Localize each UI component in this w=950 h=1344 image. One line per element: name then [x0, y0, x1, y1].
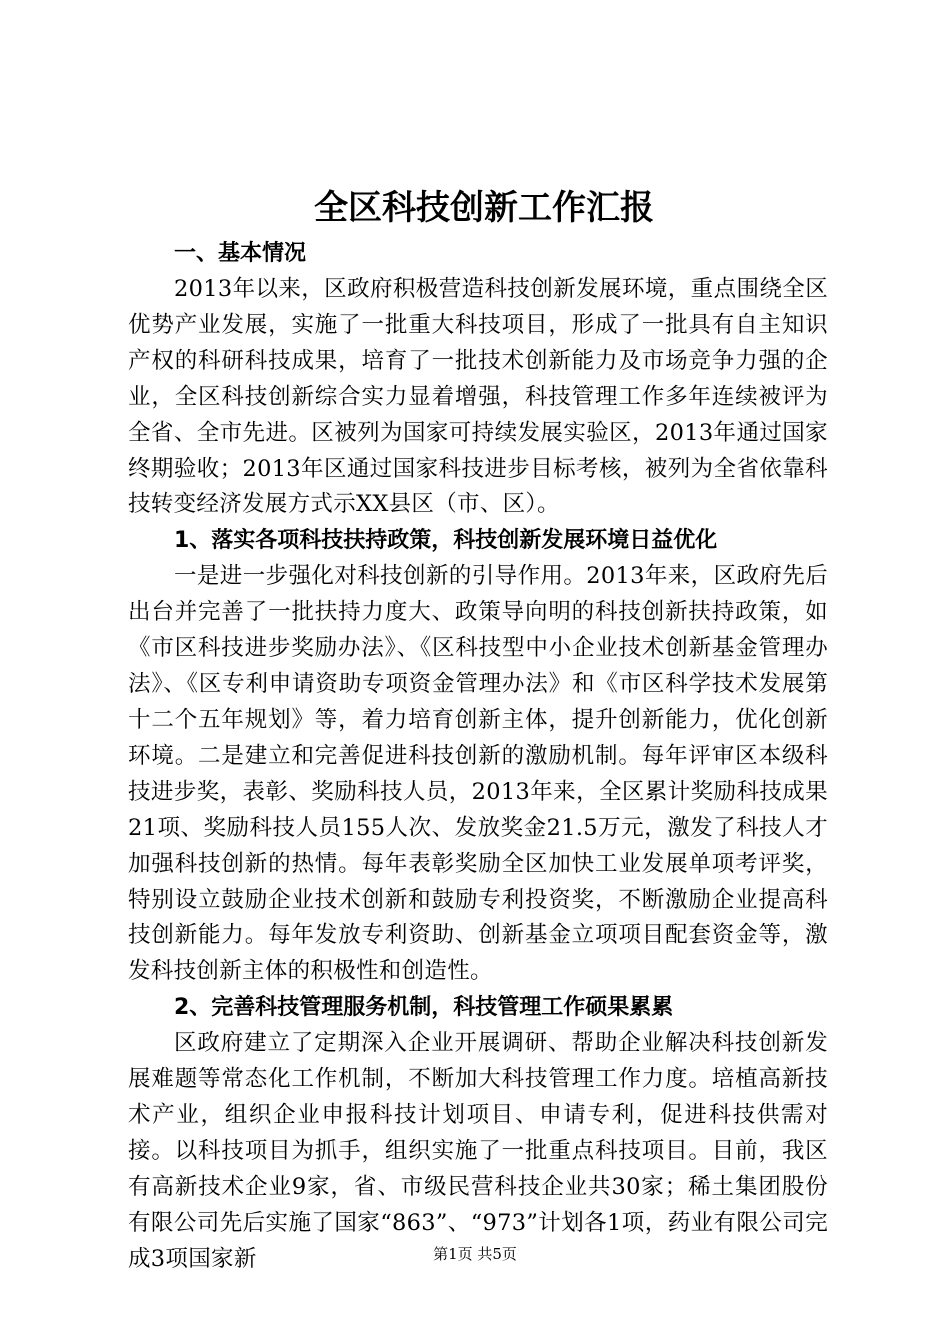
section-heading-basic-situation: 一、基本情况 — [174, 241, 307, 266]
section-paragraph-management: 区政府建立了定期深入企业开展调研、帮助企业解决科技创新发展难题等常态化工作机制，不断加大科技管理工作力度。培植高新技术产业，组织企业申报科技计划项目、申请专利，促进科技供需对接。以科技项目为抓手，组织实施了一批重点科技项目。目前，我区有高新技术企业9家，省、市级民营科技企业共30家；稀土集团股份有限公司先后实施了国家“863”、“973”计划各1项，药业有限公司完成3项国家新 — [128, 1030, 828, 1272]
section-heading-policy: 1、落实各项科技扶持政策，科技创新发展环境日益优化 — [174, 528, 718, 554]
section-paragraph-policy: 一是进一步强化对科技创新的引导作用。2013年来，区政府先后出台并完善了一批扶持力度大、政策导向明的科技创新扶持政策，如《市区科技进步奖励办法》、《区科技型中小企业技术创新基金管理办法》、《区专利申请资助专项资金管理办法》和《市区科学技术发展第十二个五年规划》等，着力培育创新主体，提升创新能力，优化创新环境。二是建立和完善促进科技创新的激励机制。每年评审区本级科技进步奖，表彰、奖励科技人员，2013年来，全区累计奖励科技成果21项、奖励科技人员155人次、发放奖金21.5万元，激发了科技人才加强科技创新的热情。每年表彰奖励全区加快工业发展单项考评奖，特别设立鼓励企业技术创新和鼓励专利投资奖，不断激励企业提高科技创新能力。每年发放专利资助、创新基金立项项目配套资金等，激发科技创新主体的积极性和创造性。 — [128, 563, 828, 985]
page-footer: 第1页 共5页 — [433, 1245, 517, 1263]
document-title: 全区科技创新工作汇报 — [314, 188, 654, 228]
section-paragraph-basic-situation: 2013年以来，区政府积极营造科技创新发展环境，重点围绕全区优势产业发展，实施了一批重大科技项目，形成了一批具有自主知识产权的科研科技成果，培育了一批技术创新能力及市场竞争力强的企业，全区科技创新综合实力显着增强，科技管理工作多年连续被评为全省、全市先进。区被列为国家可持续发展实验区，2013年通过国家终期验收；2013年区通过国家科技进步目标考核，被列为全省依靠科技转变经济发展方式示XX县区（市、区）。 — [128, 276, 828, 518]
section-heading-management: 2、完善科技管理服务机制，科技管理工作硕果累累 — [174, 995, 674, 1021]
document-body — [128, 180, 828, 1278]
